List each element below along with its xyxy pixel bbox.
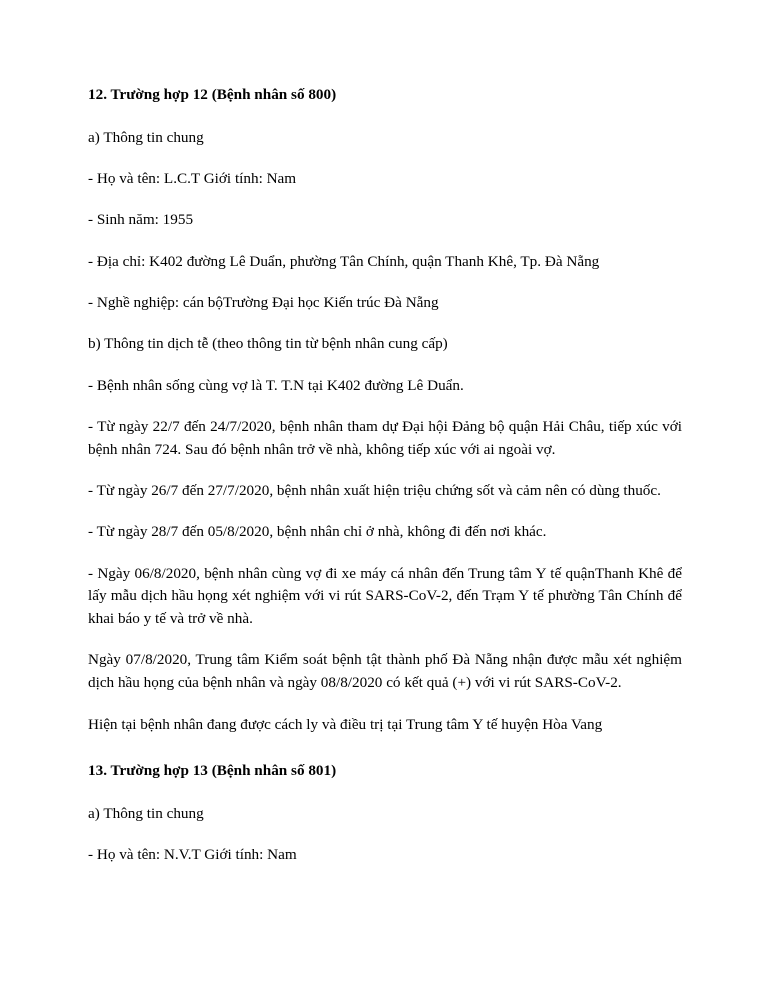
case-12-timeline-2: - Từ ngày 26/7 đến 27/7/2020, bệnh nhân xuất hiện triệu chứng sốt và cảm nên có dùng thuốc.: [88, 481, 661, 499]
case-12-status: Hiện tại bệnh nhân đang được cách ly và điều trị tại Trung tâm Y tế huyện Hòa Vang: [88, 715, 603, 733]
case-12-timeline-4: - Ngày 06/8/2020, bệnh nhân cùng vợ đi xe máy cá nhân đến Trung tâm Y tế quậnThanh Khê để lấy mẫu dịch hầu họng xét nghiệm với vi rút SARS-CoV-2, đến Trạm Y tế phường Tân Chính để khai báo y tế và trở về nhà.: [88, 564, 682, 628]
case-12-timeline-3: - Từ ngày 28/7 đến 05/8/2020, bệnh nhân chỉ ở nhà, không đi đến nơi khác.: [88, 523, 547, 541]
case-12-name: - Họ và tên: L.C.T Giới tính: Nam: [88, 170, 297, 188]
case-13-name: - Họ và tên: N.V.T Giới tính: Nam: [88, 846, 297, 864]
case-12-section-a: a) Thông tin chung: [88, 128, 204, 146]
case-12-heading: 12. Trường hợp 12 (Bệnh nhân số 800): [88, 86, 337, 103]
case-12-living: - Bệnh nhân sống cùng vợ là T. T.N tại K402 đường Lê Duẩn.: [88, 376, 464, 394]
case-12-timeline-1: - Từ ngày 22/7 đến 24/7/2020, bệnh nhân tham dự Đại hội Đảng bộ quận Hải Châu, tiếp xúc với bệnh nhân 724. Sau đó bệnh nhân trở về nhà, không tiếp xúc với ai ngoài vợ.: [88, 417, 682, 458]
case-12-birth-year: - Sinh năm: 1955: [88, 211, 194, 229]
case-12-address: - Địa chỉ: K402 đường Lê Duẩn, phường Tân Chính, quận Thanh Khê, Tp. Đà Nẵng: [88, 252, 600, 270]
document-body: [88, 84, 682, 867]
case-12-section-b: b) Thông tin dịch tễ (theo thông tin từ bệnh nhân cung cấp): [88, 335, 448, 353]
case-12-timeline-5: Ngày 07/8/2020, Trung tâm Kiểm soát bệnh tật thành phố Đà Nẵng nhận được mẫu xét nghiệm dịch hầu họng của bệnh nhân và ngày 08/8/2020 có kết quả (+) với vi rút SARS-CoV-2.: [88, 651, 682, 692]
case-13-heading: 13. Trường hợp 13 (Bệnh nhân số 801): [88, 762, 337, 780]
case-13-section-a: a) Thông tin chung: [88, 805, 204, 823]
case-12-occupation: - Nghề nghiệp: cán bộTrường Đại học Kiến trúc Đà Nẵng: [88, 293, 439, 311]
